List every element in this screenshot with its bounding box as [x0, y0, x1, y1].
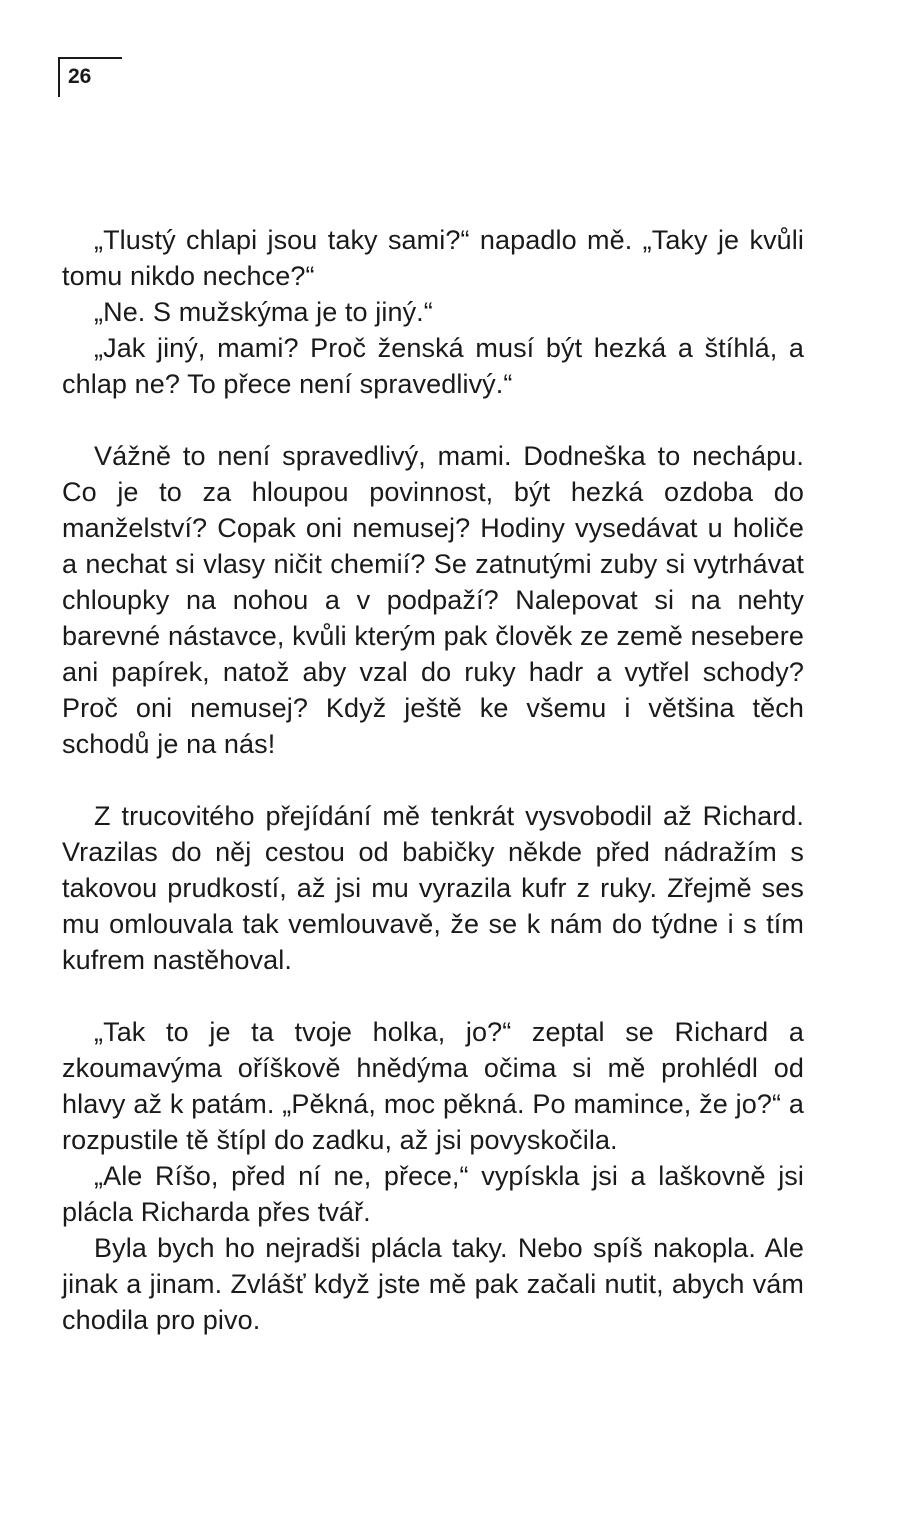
paragraph-dialogue-2: „Ne. S mužskýma je to jiný.“ [94, 297, 433, 327]
paragraph-dialogue-1: „Tlustý chlapi jsou taky sami?“ napadlo mě. „Taky je kvůli tomu nikdo nechce?“ [62, 225, 804, 291]
section-spacer [62, 402, 804, 438]
page-number: 26 [68, 65, 92, 88]
paragraph-richard-arrival: Z trucovitého přejídání mě tenkrát vysvobodil až Richard. Vrazilas do něj cestou od babičky někde před nádražím s takovou prudkostí, až jsi mu vyrazila kufr z ruky. Zřejmě ses mu omlouvala tak vemlouvavě, že se k nám do týdne i s tím kufrem nastěhoval. [62, 801, 804, 975]
paragraph-richard-dialogue: „Tak to je ta tvoje holka, jo?“ zeptal se Richard a zkoumavýma oříškově hnědýma očima si mě prohlédl od hlavy až k patám. „Pěkná, moc pěkná. Po mamince, že jo?“ a rozpustile tě štípl do zadku, až jsi povyskočila. [62, 1017, 804, 1155]
page-header [58, 57, 122, 97]
paragraph-dialogue-3: „Jak jiný, mami? Proč ženská musí být hezká a štíhlá, a chlap ne? To přece není spravedlivý.“ [62, 333, 804, 399]
paragraph-reflection: Vážně to není spravedlivý, mami. Dodneška to nechápu. Co je to za hloupou povinnost, být hezká ozdoba do manželství? Copak oni nemusej? Hodiny vysedávat u holiče a nechat si vlasy ničit chemií? Se zatnutými zuby si vytrhávat chloupky na nohou a v podpaží? Nalepovat si na nehty barevné nástavce, kvůli kterým pak člověk ze země nesebere ani papírek, natož aby vzal do ruky hadr a vytřel schody? Proč oni nemusej? Když ještě ke všemu i většina těch schodů je na nás! [62, 441, 804, 759]
paragraph-closing: Byla bych ho nejradši plácla taky. Nebo spíš nakopla. Ale jinak a jinam. Zvlášť když jste mě pak začali nutit, abych vám chodila pro pivo. [62, 1233, 804, 1335]
section-spacer [62, 762, 804, 798]
paragraph-mother-reply: „Ale Ríšo, před ní ne, přece,“ vypískla jsi a laškovně jsi plácla Richarda přes tvář. [62, 1161, 804, 1227]
section-spacer [62, 978, 804, 1014]
body-text [62, 222, 804, 1338]
